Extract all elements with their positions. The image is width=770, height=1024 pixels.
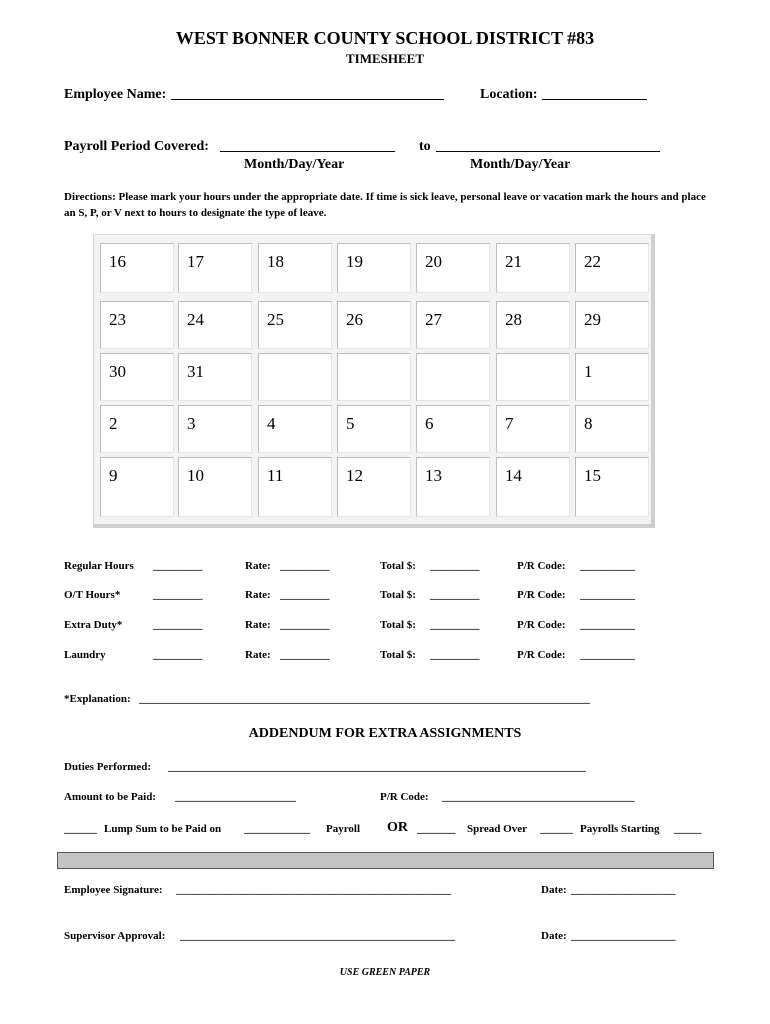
calendar-day-cell[interactable]: 13 (416, 457, 490, 517)
calendar-day-cell[interactable]: 14 (496, 457, 570, 517)
from-date-caption: Month/Day/Year (244, 157, 345, 172)
addendum-pr-label: P/R Code: (380, 791, 429, 803)
calendar-day-cell[interactable]: 27 (416, 301, 490, 349)
addendum-title: ADDENDUM FOR EXTRA ASSIGNMENTS (248, 726, 522, 741)
hours-field[interactable]: _________ (153, 560, 203, 572)
employee-date-label: Date: (541, 884, 567, 896)
rate-field[interactable]: _________ (280, 589, 330, 601)
footer-note: USE GREEN PAPER (339, 967, 431, 978)
hours-field[interactable]: _________ (153, 649, 203, 661)
explanation-field[interactable]: __________________________________________________________________________________ (139, 693, 590, 705)
calendar-day-cell[interactable]: 29 (575, 301, 649, 349)
calendar-day-cell[interactable] (337, 353, 411, 401)
hours-field[interactable]: _________ (153, 589, 203, 601)
employee-name-field[interactable]: _______________________________________ (171, 87, 444, 102)
calendar-day-cell[interactable] (258, 353, 332, 401)
total-field[interactable]: _________ (430, 649, 480, 661)
rate-label: Rate: (245, 589, 271, 601)
supervisor-date-label: Date: (541, 930, 567, 942)
form-subtitle: TIMESHEET (345, 51, 425, 66)
payroll-period-label: Payroll Period Covered: (64, 139, 209, 154)
total-field[interactable]: _________ (430, 589, 480, 601)
pr-code-field[interactable]: __________ (580, 619, 635, 631)
total-label: Total $: (380, 589, 416, 601)
addendum-pr-field[interactable]: ___________________________________ (442, 791, 635, 803)
calendar-day-cell[interactable]: 1 (575, 353, 649, 401)
calendar-day-cell[interactable]: 26 (337, 301, 411, 349)
spread-count-blank[interactable]: ______ (540, 823, 573, 835)
calendar-grid (93, 234, 655, 528)
payroll-period-to-field[interactable]: ________________________________ (436, 139, 660, 154)
calendar-day-cell[interactable]: 20 (416, 243, 490, 293)
supervisor-date-field[interactable]: ___________________ (571, 930, 676, 942)
lump-sum-blank[interactable]: ______ (64, 823, 97, 835)
total-label: Total $: (380, 560, 416, 572)
supervisor-approval-field[interactable]: __________________________________________________ (180, 930, 455, 942)
calendar-day-cell[interactable] (496, 353, 570, 401)
lump-sum-label: Lump Sum to be Paid on (104, 823, 222, 835)
calendar-day-cell[interactable]: 31 (178, 353, 252, 401)
calendar-day-cell[interactable]: 6 (416, 405, 490, 453)
pr-code-field[interactable]: __________ (580, 560, 635, 572)
or-word: OR (387, 820, 408, 835)
duties-label: Duties Performed: (64, 761, 152, 773)
pay-type-label: O/T Hours* (64, 589, 121, 601)
payroll-period-to-label: to (419, 139, 431, 154)
rate-field[interactable]: _________ (280, 560, 330, 572)
payroll-period-from-field[interactable]: _________________________ (220, 139, 395, 154)
section-divider-bar (57, 852, 714, 869)
calendar-day-cell[interactable]: 8 (575, 405, 649, 453)
total-label: Total $: (380, 649, 416, 661)
rate-label: Rate: (245, 649, 271, 661)
calendar-day-cell[interactable]: 10 (178, 457, 252, 517)
payrolls-starting-blank[interactable]: _____ (674, 823, 702, 835)
calendar-day-cell[interactable]: 24 (178, 301, 252, 349)
form-title: WEST BONNER COUNTY SCHOOL DISTRICT #83 (175, 28, 595, 48)
rate-field[interactable]: _________ (280, 619, 330, 631)
pay-type-label: Regular Hours (64, 560, 134, 572)
payroll-word: Payroll (326, 823, 361, 835)
explanation-label: *Explanation: (64, 693, 131, 705)
amount-field[interactable]: ______________________ (175, 791, 296, 803)
calendar-day-cell[interactable]: 18 (258, 243, 332, 293)
calendar-day-cell[interactable]: 12 (337, 457, 411, 517)
pr-code-field[interactable]: __________ (580, 589, 635, 601)
amount-label: Amount to be Paid: (64, 791, 156, 803)
hours-field[interactable]: _________ (153, 619, 203, 631)
pay-type-label: Laundry (64, 649, 106, 661)
duties-field[interactable]: ____________________________________________________________________________ (168, 761, 586, 773)
supervisor-approval-label: Supervisor Approval: (64, 930, 166, 942)
pr-code-field[interactable]: __________ (580, 649, 635, 661)
calendar-day-cell[interactable]: 17 (178, 243, 252, 293)
employee-signature-label: Employee Signature: (64, 884, 163, 896)
employee-name-label: Employee Name: (64, 87, 167, 102)
calendar-day-cell[interactable]: 28 (496, 301, 570, 349)
calendar-day-cell[interactable]: 16 (100, 243, 174, 293)
calendar-day-cell[interactable]: 4 (258, 405, 332, 453)
pr-code-label: P/R Code: (517, 649, 566, 661)
calendar-day-cell[interactable]: 11 (258, 457, 332, 517)
calendar-day-cell[interactable] (416, 353, 490, 401)
pay-type-label: Extra Duty* (64, 619, 123, 631)
rate-field[interactable]: _________ (280, 649, 330, 661)
directions-text: Directions: Please mark your hours under the appropriate date. If time is sick leave, personal leave or vacation mark the hours and place an S, P, or V next to hours to designate the type of leave. (64, 191, 706, 219)
calendar-day-cell[interactable]: 25 (258, 301, 332, 349)
rate-label: Rate: (245, 560, 271, 572)
calendar-day-cell[interactable]: 9 (100, 457, 174, 517)
payrolls-starting-label: Payrolls Starting (580, 823, 660, 835)
spread-blank[interactable]: _______ (417, 823, 456, 835)
pr-code-label: P/R Code: (517, 560, 566, 572)
calendar-day-cell[interactable]: 15 (575, 457, 649, 517)
calendar-day-cell[interactable]: 21 (496, 243, 570, 293)
pr-code-label: P/R Code: (517, 589, 566, 601)
rate-label: Rate: (245, 619, 271, 631)
total-field[interactable]: _________ (430, 619, 480, 631)
location-label: Location: (480, 87, 538, 102)
pr-code-label: P/R Code: (517, 619, 566, 631)
calendar-day-cell[interactable]: 2 (100, 405, 174, 453)
calendar-day-cell[interactable]: 23 (100, 301, 174, 349)
location-field[interactable]: _______________ (542, 87, 647, 102)
employee-signature-field[interactable]: __________________________________________________ (176, 884, 451, 896)
lump-sum-payroll-blank[interactable]: ____________ (244, 823, 310, 835)
to-date-caption: Month/Day/Year (470, 157, 571, 172)
total-label: Total $: (380, 619, 416, 631)
calendar-day-cell[interactable]: 3 (178, 405, 252, 453)
calendar-day-cell[interactable]: 22 (575, 243, 649, 293)
total-field[interactable]: _________ (430, 560, 480, 572)
calendar-day-cell[interactable]: 30 (100, 353, 174, 401)
spread-over-label: Spread Over (467, 823, 527, 835)
employee-date-field[interactable]: ___________________ (571, 884, 676, 896)
calendar-day-cell[interactable]: 7 (496, 405, 570, 453)
calendar-day-cell[interactable]: 5 (337, 405, 411, 453)
calendar-day-cell[interactable]: 19 (337, 243, 411, 293)
